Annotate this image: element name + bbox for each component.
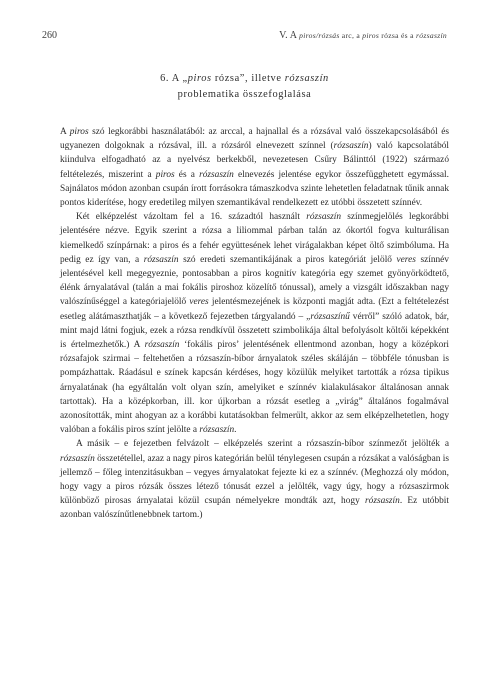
section-heading-line-2: problematika összefoglalása	[177, 88, 312, 100]
section-heading	[42, 71, 447, 102]
running-title: V. A piros/rózsás arc, a piros rózsa és a rózsaszín	[279, 30, 447, 41]
paragraph-1: A piros szó legkorábbi használatából: az arccal, a hajnallal és a rózsával való összekapcsolásából és ugyanezen dolgoknak a rózsával, ill. a rózsáról elnevezett színnel (rózsaszín) való kapcsolatából kiindulva elfogadható az a nyelvész berkekből, nevezetesen Csűry Bálinttól (1922) származó feltételezés, miszerint a piros és a rózsaszín elnevezés jelentése egykor összefügghetett egymással. Sajnálatos módon azonban csupán írott forrásokra támaszkodva szinte lehetetlen feladatnak tűnik annak pontos kiderítése, hogy eredetileg milyen szemantikával rendelkezett ez utóbbi összetett színnév.	[60, 127, 450, 209]
paragraph-2: Két elképzelést vázoltam fel a 16. századtól használt rózsaszín színmegjelölés legkorábbi jelentésére nézve. Egyik szerint a rózsa a liliommal párban talán az ókortól fogva kulturálisan kiemelkedő színpárnak: a piros és a fehér együttesének lehet virágalakban képet öltő szimbóluma. Ha pedig ez így van, a rózsaszín szó eredeti szemantikájának a piros kategóriát jelölő veres színnév jelentésével kell megegyeznie, pontosabban a piros kognitív kategória egy szemet gyönyörködtető, élénk árnyalatával (talán a mai fokális piroshoz közelítő tónussal), amely a vizsgált időszakban nagy valószínűséggel a kategóriajelölő veres jelentésmezejének is központi magját adta. (Ezt a feltételezést esetleg alátámaszthatják – a következő fejezetben tárgyalandó – „rózsaszínű vérről” szóló adatok, bár, mint majd látni fogjuk, ezek a rózsa rendkívül összetett szimbolikája által befolyásolt költői képekként is értelmezhetők.) A rózsaszín ‘fokális piros’ jelentésének ellentmond azonban, hogy a középkori rózsafajok szirmai – feltehetően a rózsaszín-bíbor árnyalatok széles skáláján – többféle tónusban is pompázhattak. Ráadásul e színek kapcsán kérdéses, hogy közülük melyiket tartották a rózsa tipikus árnyalatának (ha egyáltalán volt olyan szín, amelyiket e színnév kialakulásakor általánosan annak tartottak). Ha a középkorban, ill. kor újkorban a rózsát esetleg a „virág” általános fogalmával azonosították, mint ahogyan az a korábbi kutatásokban felmerült, akkor az sem elképzelhetetlen, hogy valóban a fokális piros színt jelölte a rózsaszín.	[60, 212, 449, 436]
body-text	[60, 125, 449, 523]
section-heading-line-1: 6. A „piros rózsa”, illetve rózsaszín	[160, 73, 329, 84]
page-number: 260	[42, 30, 57, 41]
paragraph-3: A másik – e fejezetben felvázolt – elképzelés szerint a rózsaszín-bíbor színmezőt jelölték a rózsaszín összetétellel, azaz a nagy piros kategórián belül ténylegesen csupán a rózsákat a valóságban is jellemző – főleg intenzitásukban – vegyes árnyalatokat fejezte ki ez a színnév. (Meghozzá oly módon, hogy vagy a piros rózsák összes létező tónusát ezzel a jelölték, vagy úgy, hogy a rózsaszirmok különböző pirosas árnyalatai közül csupán némelyekre mondták azt, hogy rózsaszín. Ez utóbbit azonban valószínűtlenebbnek tartom.)	[60, 439, 450, 521]
running-head	[42, 30, 447, 44]
